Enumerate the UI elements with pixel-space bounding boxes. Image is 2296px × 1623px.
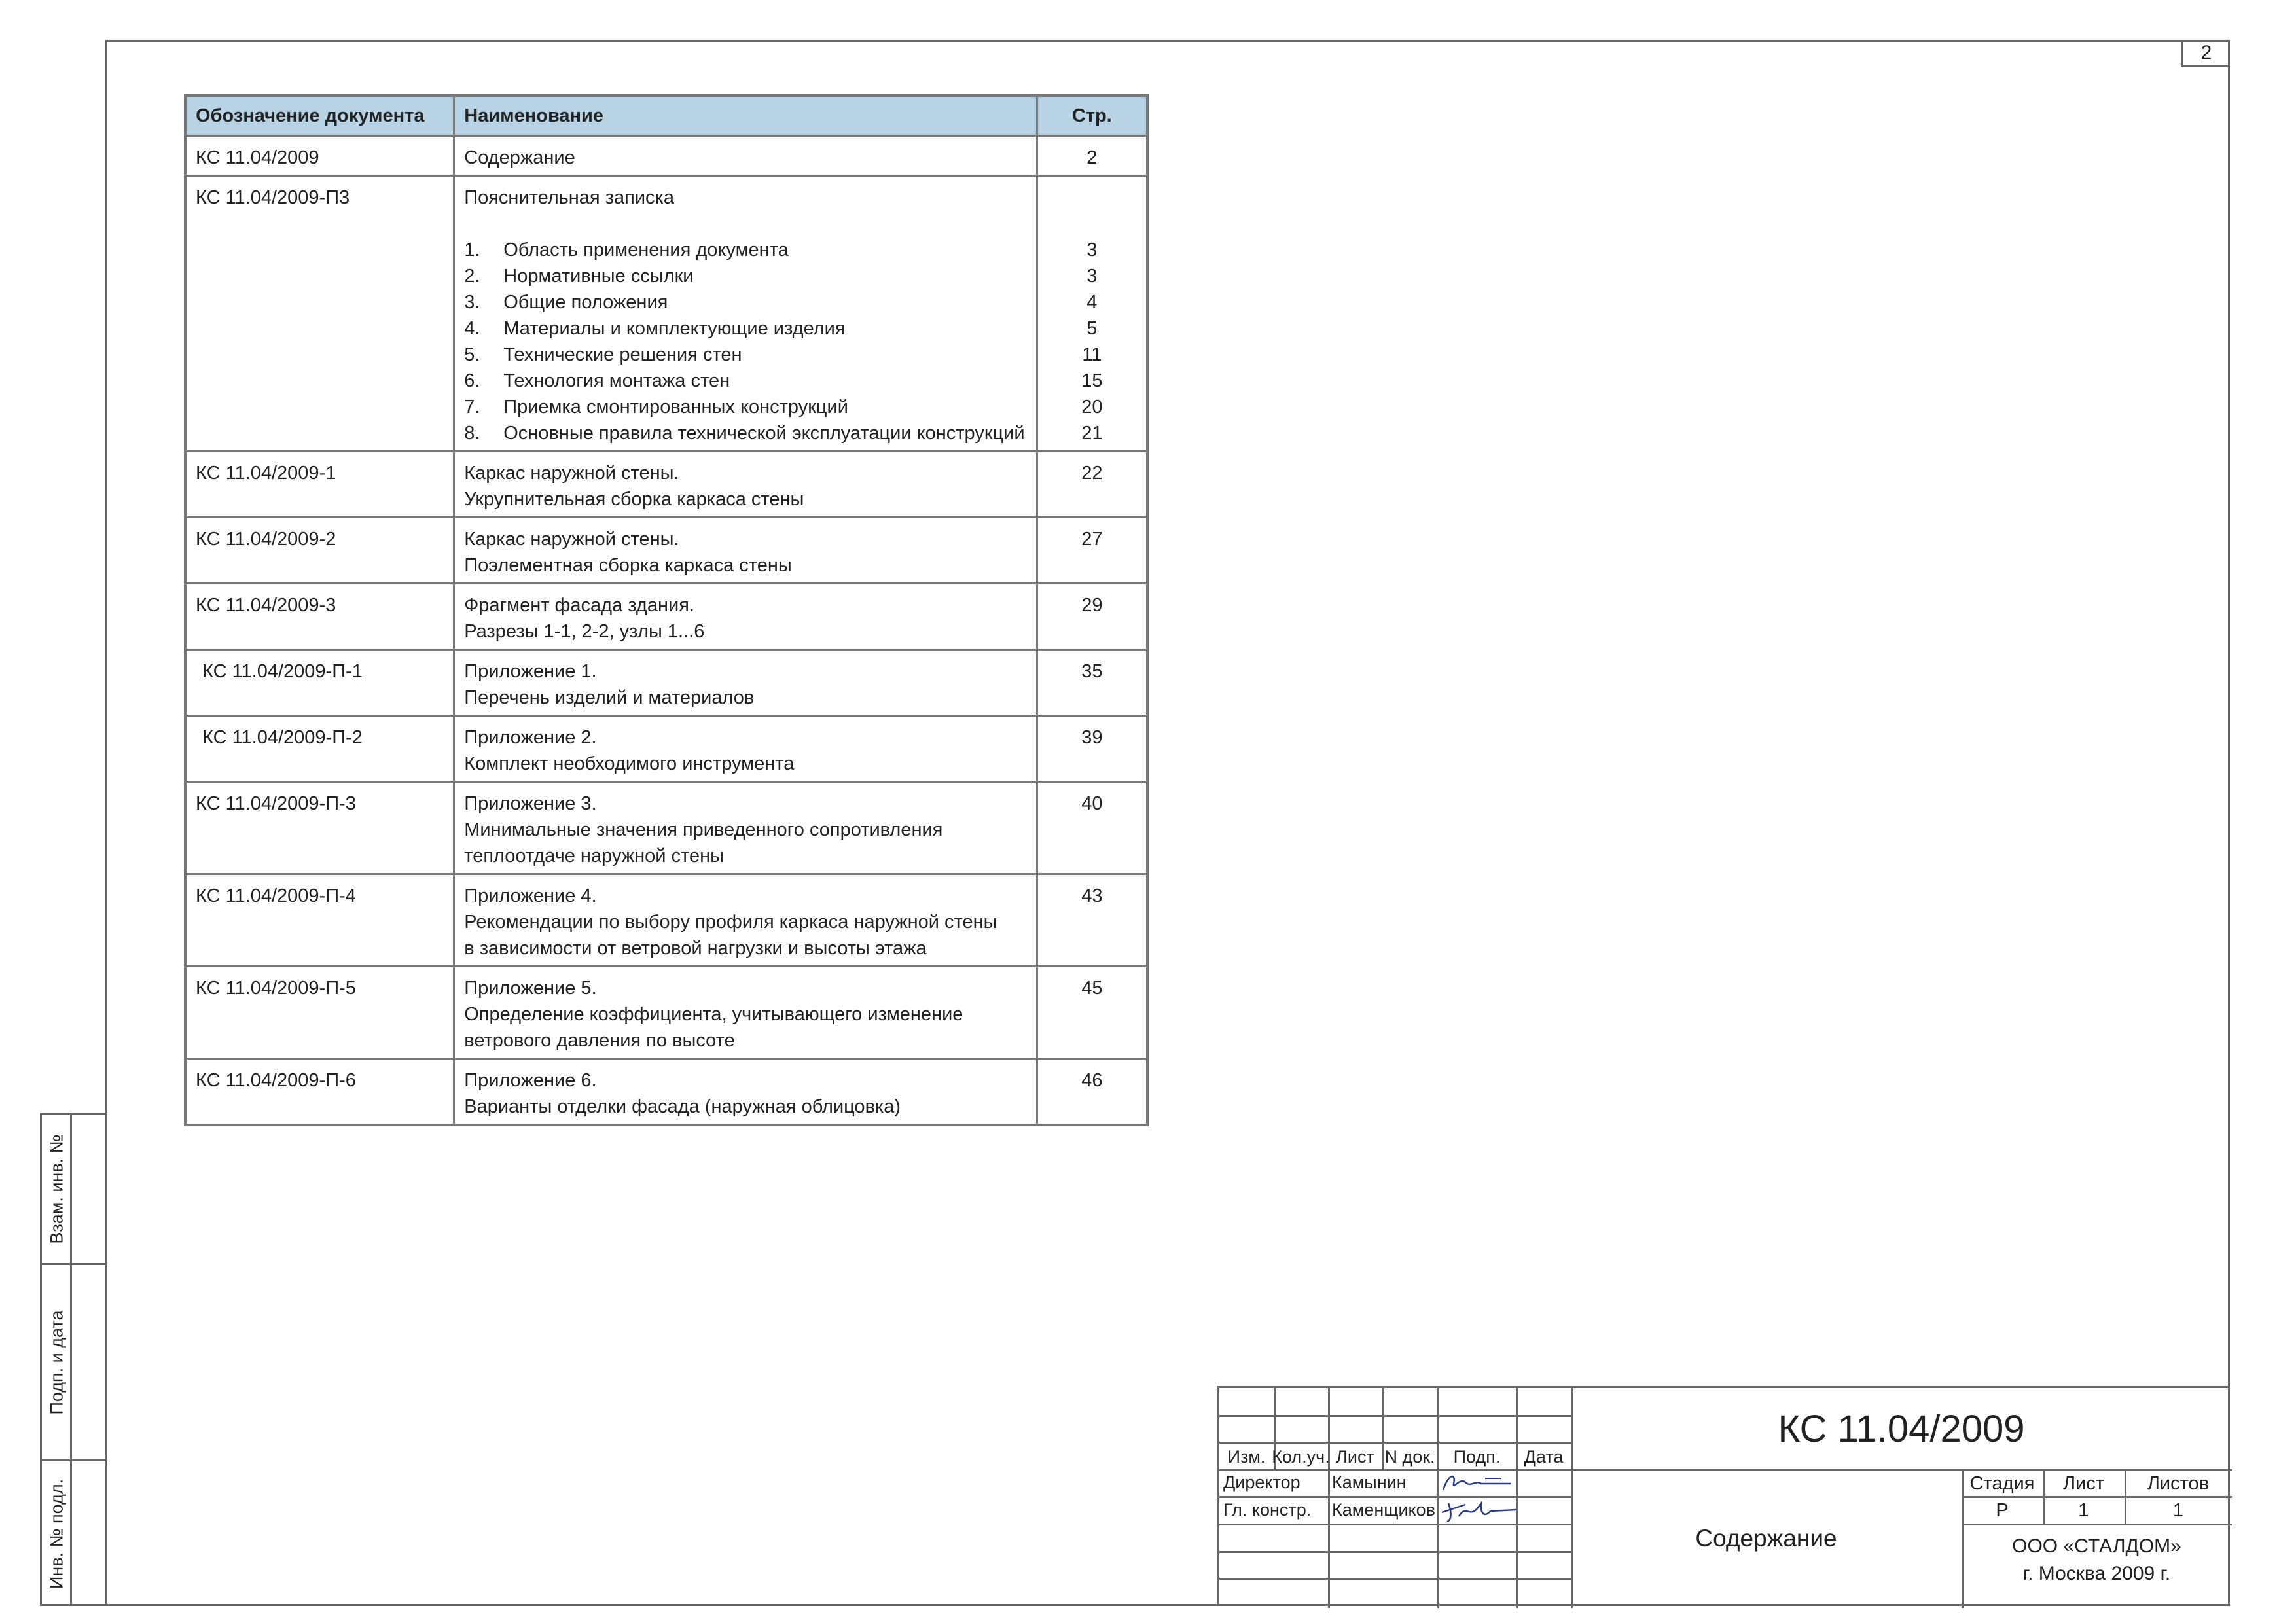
table-row [185, 967, 1147, 1059]
pz-item: 4. Материалы и комплектующие изделия [464, 318, 846, 339]
stamp-col-sheet: Лист [1336, 1446, 1374, 1467]
stamp-sheets-header: Листов [2147, 1472, 2210, 1494]
stamp-stage-header: Стадия [1969, 1472, 2035, 1494]
stamp-name-chief-designer: Каменщиков [1332, 1500, 1436, 1520]
sheet-number: 2 [2181, 40, 2230, 67]
stamp-sheet-value: 1 [2078, 1499, 2089, 1521]
stamp-role-chief-designer: Гл. констр. [1223, 1500, 1312, 1520]
title-block [1217, 1386, 2230, 1606]
row-page: 39 [1081, 727, 1103, 748]
row-title: Приложение 6. [464, 1070, 597, 1091]
row-code: КС 11.04/2009 [196, 147, 319, 168]
row-code: КС 11.04/2009-П3 [196, 187, 350, 208]
table-row [185, 716, 1147, 782]
pz-item-page: 20 [1081, 397, 1103, 418]
margin-cell-signature [42, 1265, 107, 1461]
table-row [185, 518, 1147, 584]
table-row [185, 782, 1147, 874]
row-page: 35 [1081, 661, 1103, 682]
row-subtitle: ветрового давления по высоте [464, 1030, 735, 1051]
row-code: КС 11.04/2009-П-2 [202, 727, 363, 748]
header-name: Наименование [454, 96, 1037, 136]
signature-director-icon [1439, 1471, 1516, 1497]
row-page: 22 [1081, 463, 1103, 484]
row-title: Приложение 1. [464, 661, 597, 682]
table-row [185, 136, 1147, 176]
pz-item: 7. Приемка смонтированных конструкций [464, 397, 848, 418]
row-page: 46 [1081, 1070, 1103, 1091]
row-title: Приложение 5. [464, 978, 597, 999]
row-subtitle: Комплект необходимого инструмента [464, 753, 795, 774]
stamp-col-count: Кол.уч. [1272, 1446, 1330, 1467]
stamp-col-signature: Подп. [1453, 1446, 1501, 1467]
contents-table [184, 94, 1149, 1126]
margin-cell-replacement [42, 1115, 107, 1265]
margin-label-signature: Подп. и дата [46, 1310, 67, 1415]
pz-item: 5. Технические решения стен [464, 344, 742, 365]
pz-item: 6. Технология монтажа стен [464, 370, 730, 391]
row-subtitle: Разрезы 1-1, 2-2, узлы 1...6 [464, 621, 705, 642]
table-row [185, 176, 1147, 452]
stamp-city-year: г. Москва 2009 г. [2022, 1563, 2171, 1584]
stamp-col-date: Дата [1524, 1446, 1564, 1467]
row-subtitle: Рекомендации по выбору профиля каркаса наружной стены [464, 912, 997, 933]
row-subtitle: Определение коэффициента, учитывающего изменение [464, 1004, 963, 1025]
stamp-stage-value: Р [1996, 1499, 2009, 1521]
pz-item-page: 3 [1086, 266, 1098, 287]
pz-item-page: 21 [1081, 423, 1103, 444]
margin-label-replacement: Взам. инв. № [46, 1133, 67, 1244]
row-subtitle: Укрупнительная сборка каркаса стены [464, 489, 804, 510]
row-code: КС 11.04/2009-П-4 [196, 885, 356, 906]
margin-strip [40, 1113, 107, 1606]
row-subtitle: теплоотдаче наружной стены [464, 846, 724, 866]
row-code: КС 11.04/2009-2 [196, 529, 336, 550]
pz-item: 1. Область применения документа [464, 240, 789, 260]
stamp-sheet-title: Содержание [1695, 1525, 1837, 1552]
row-code: КС 11.04/2009-П-3 [196, 793, 356, 814]
header-page: Стр. [1037, 96, 1147, 136]
row-code: КС 11.04/2009-П-5 [196, 978, 356, 999]
row-page: 43 [1081, 885, 1103, 906]
row-subtitle: Поэлементная сборка каркаса стены [464, 555, 792, 576]
row-subtitle: в зависимости от ветровой нагрузки и высоты этажа [464, 938, 927, 959]
stamp-sheets-value: 1 [2172, 1499, 2184, 1521]
stamp-organization: ООО «СТАЛДОМ» [2012, 1535, 2181, 1557]
row-code: КС 11.04/2009-3 [196, 595, 336, 616]
pz-item-page: 15 [1081, 370, 1103, 391]
row-title: Каркас наружной стены. [464, 463, 679, 484]
pz-item: 3. Общие положения [464, 292, 668, 313]
pz-item-page: 3 [1086, 240, 1098, 260]
row-page [1047, 185, 1137, 211]
row-title: Фрагмент фасада здания. [464, 595, 694, 616]
row-title: Приложение 4. [464, 885, 597, 906]
row-page: 29 [1081, 595, 1103, 616]
pz-item: 2. Нормативные ссылки [464, 266, 694, 287]
row-subtitle: Минимальные значения приведенного сопротивления [464, 819, 943, 840]
stamp-name-director: Камынин [1332, 1472, 1407, 1492]
table-row [185, 584, 1147, 650]
stamp-col-docnum: N док. [1384, 1446, 1435, 1467]
pz-item-page: 4 [1086, 292, 1098, 313]
stamp-sheet-header: Лист [2062, 1472, 2104, 1494]
stamp-role-director: Директор [1223, 1472, 1300, 1492]
pz-item-page: 11 [1082, 344, 1102, 365]
stamp-document-code: КС 11.04/2009 [1778, 1407, 2025, 1450]
table-row [185, 1059, 1147, 1126]
signature-chief-designer-icon [1439, 1498, 1516, 1524]
pz-item: 8. Основные правила технической эксплуатации конструкций [464, 423, 1025, 444]
row-title: Каркас наружной стены. [464, 529, 679, 550]
stamp-col-change: Изм. [1227, 1446, 1266, 1467]
row-page: 45 [1081, 978, 1103, 999]
row-page: 2 [1086, 147, 1098, 168]
table-row [185, 650, 1147, 716]
table-row [185, 874, 1147, 967]
row-subtitle: Варианты отделки фасада (наружная облицовка) [464, 1096, 901, 1117]
margin-cell-original [42, 1461, 107, 1606]
row-subtitle: Перечень изделий и материалов [464, 687, 755, 708]
row-title: Пояснительная записка [464, 187, 674, 208]
pz-item-page: 5 [1086, 318, 1098, 339]
header-designation: Обозначение документа [185, 96, 454, 136]
row-code: КС 11.04/2009-1 [196, 463, 336, 484]
row-page: 27 [1081, 529, 1103, 550]
row-title: Содержание [464, 147, 575, 168]
row-page: 40 [1081, 793, 1103, 814]
row-code: КС 11.04/2009-П-1 [202, 661, 363, 682]
margin-label-original: Инв. № подл. [46, 1478, 67, 1589]
row-title: Приложение 2. [464, 727, 597, 748]
row-title: Приложение 3. [464, 793, 597, 814]
table-header-row [185, 96, 1147, 136]
row-code: КС 11.04/2009-П-6 [196, 1070, 356, 1091]
table-row [185, 452, 1147, 518]
